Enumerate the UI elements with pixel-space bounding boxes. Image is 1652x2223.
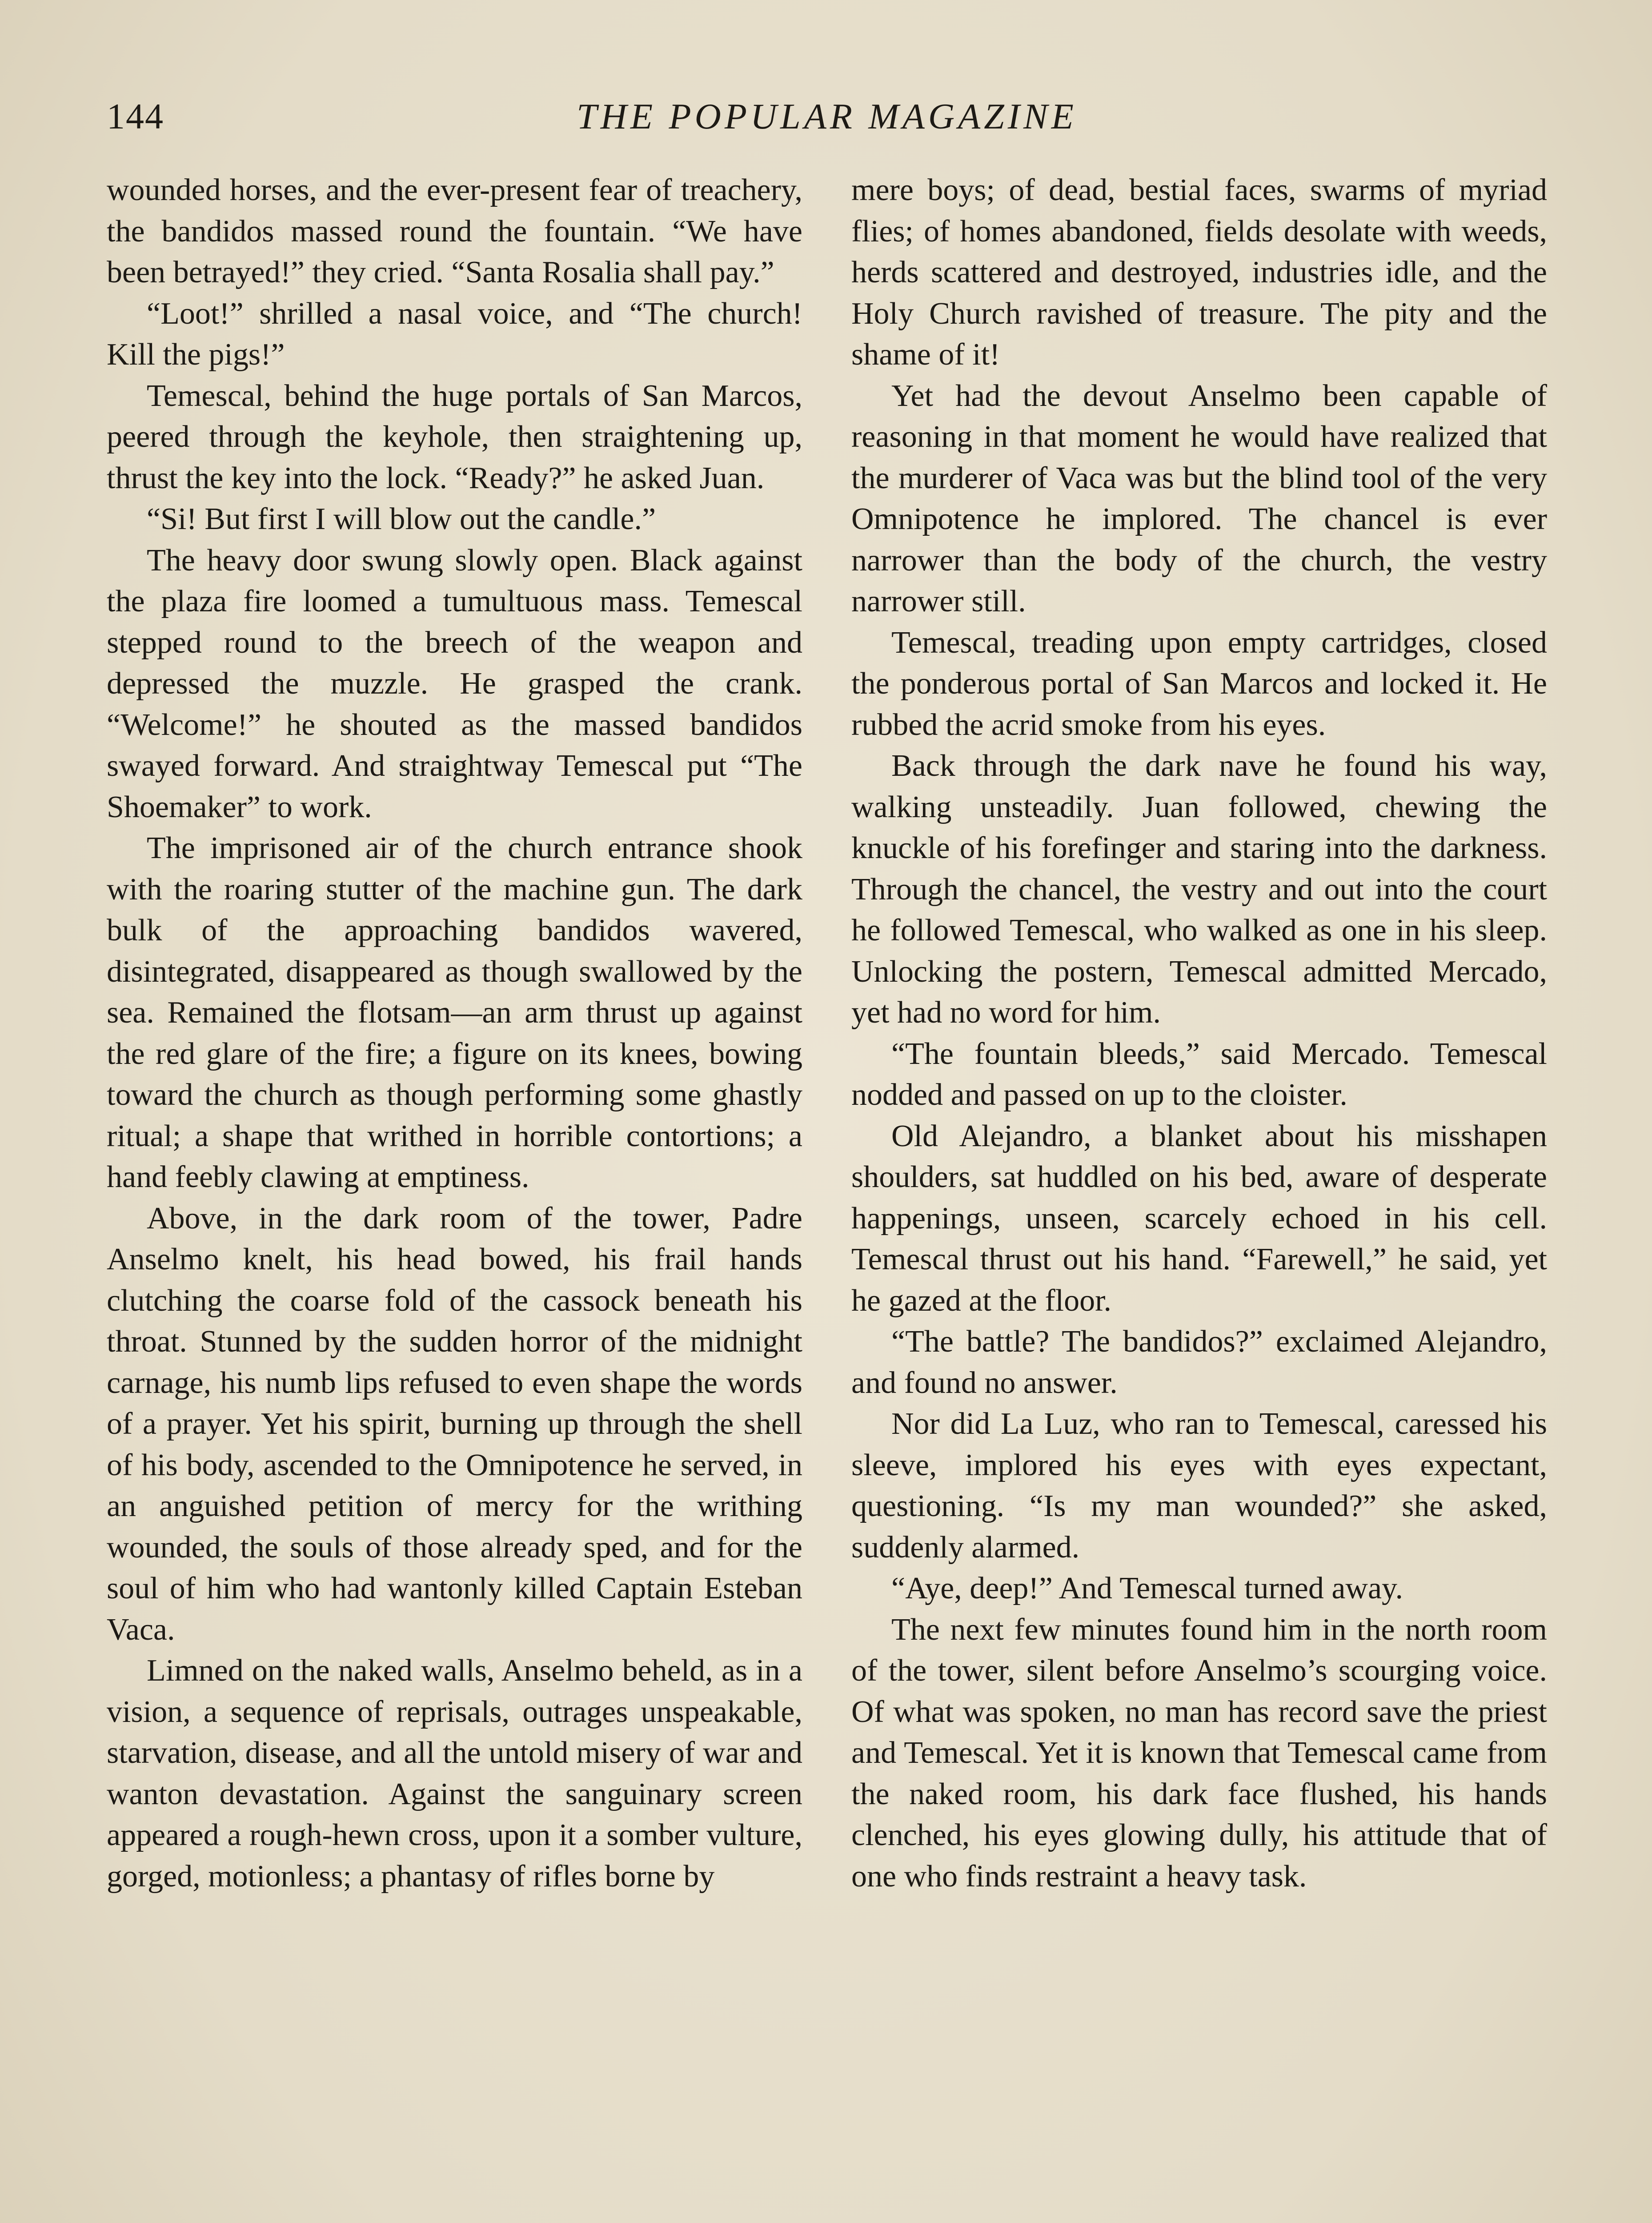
paragraph: “The battle? The bandidos?” exclaimed Alejandro, and found no answer.: [851, 1324, 1547, 1400]
paragraph: Back through the dark nave he found his way, walking unsteadily. Juan followed, chewing the knuckle of his forefinger and staring into the darkness. Through the chancel, the vestry and out into the court he followed Temescal, who walked as one in his sleep. Unlocking the postern, Temescal admitted Mercado, yet had no word for him.: [851, 749, 1547, 1030]
paragraph: Temescal, behind the huge portals of San Marcos, peered through the keyhole, then straightening up, thrust the key into the lock. “Ready?” he asked Juan.: [107, 378, 802, 495]
paragraph: Yet had the devout Anselmo been capable of reasoning in that moment he would have realized that the murderer of Vaca was but the blind tool of the very Omnipotence he implored. The chancel is ever narrower than the body of the church, the vestry narrower still.: [851, 378, 1547, 618]
page-header: [107, 96, 1547, 144]
paragraph: The heavy door swung slowly open. Black against the plaza fire loomed a tumultuous mass. Temescal stepped round to the breech of the weapon and depressed the muzzle. He grasped the crank. “Welcome!” he shouted as the massed bandidos swayed forward. And straightway Temescal put “The Shoemaker” to work.: [107, 543, 802, 824]
paragraph: “The fountain bleeds,” said Mercado. Temescal nodded and passed on up to the cloister.: [851, 1036, 1547, 1112]
paragraph: mere boys; of dead, bestial faces, swarms of myriad flies; of homes abandoned, fields desolate with weeds, herds scattered and destroyed, industries idle, and the Holy Church ravished of treasure. The pity and the shame of it!: [851, 173, 1547, 372]
paragraph: “Loot!” shrilled a nasal voice, and “The church! Kill the pigs!”: [107, 296, 802, 372]
paragraph: wounded horses, and the ever-present fear of treachery, the bandidos massed round the fountain. “We have been betrayed!” they cried. “Santa Rosalia shall pay.”: [107, 173, 802, 289]
running-title: THE POPULAR MAGAZINE: [577, 96, 1077, 136]
paragraph: Nor did La Luz, who ran to Temescal, caressed his sleeve, implored his eyes with eyes expectant, questioning. “Is my man wounded?” she asked, suddenly alarmed.: [851, 1407, 1547, 1565]
left-column: [107, 170, 802, 2223]
paragraph: The imprisoned air of the church entrance shook with the roaring stutter of the machine gun. The dark bulk of the approaching bandidos wavered, disintegrated, disappeared as though swallowed by the sea. Remained the flotsam—an arm thrust up against the red glare of the fire; a figure on its knees, bowing toward the church as though performing some ghastly ritual; a shape that writhed in horrible contortions; a hand feebly clawing at emptiness.: [107, 831, 802, 1194]
page-number: 144: [107, 96, 164, 136]
paragraph: Limned on the naked walls, Anselmo beheld, as in a vision, a sequence of reprisals, outrages unspeakable, starvation, disease, and all the untold misery of war and wanton devastation. Against the sanguinary screen appeared a rough-hewn cross, upon it a somber vulture, gorged, motionless; a phantasy of rifles borne by: [107, 1653, 802, 1894]
text-columns: [107, 170, 1547, 2223]
paragraph: The next few minutes found him in the north room of the tower, silent before Anselmo’s scourging voice. Of what was spoken, no man has record save the priest and Temescal. Yet it is known that Temescal came from the naked room, his dark face flushed, his hands clenched, his eyes glowing dully, his attitude that of one who finds restraint a heavy task.: [851, 1612, 1547, 1894]
paragraph: Old Alejandro, a blanket about his misshapen shoulders, sat huddled on his bed, aware of desperate happenings, unseen, scarcely echoed in his cell. Temescal thrust out his hand. “Farewell,” he said, yet he gazed at the floor.: [851, 1119, 1547, 1318]
paragraph: Above, in the dark room of the tower, Padre Anselmo knelt, his head bowed, his frail hands clutching the coarse fold of the cassock beneath his throat. Stunned by the sudden horror of the midnight carnage, his numb lips refused to even shape the words of a prayer. Yet his spirit, burning up through the shell of his body, ascended to the Omnipotence he served, in an anguished petition of mercy for the writhing wounded, the souls of those already sped, and for the soul of him who had wantonly killed Captain Esteban Vaca.: [107, 1201, 802, 1647]
paragraph: “Si! But first I will blow out the candle.”: [147, 502, 656, 536]
right-column: [851, 170, 1547, 2223]
paragraph: Temescal, treading upon empty cartridges, closed the ponderous portal of San Marcos and locked it. He rubbed the acrid smoke from his eyes.: [851, 625, 1547, 742]
paragraph: “Aye, deep!” And Temescal turned away.: [891, 1571, 1403, 1605]
